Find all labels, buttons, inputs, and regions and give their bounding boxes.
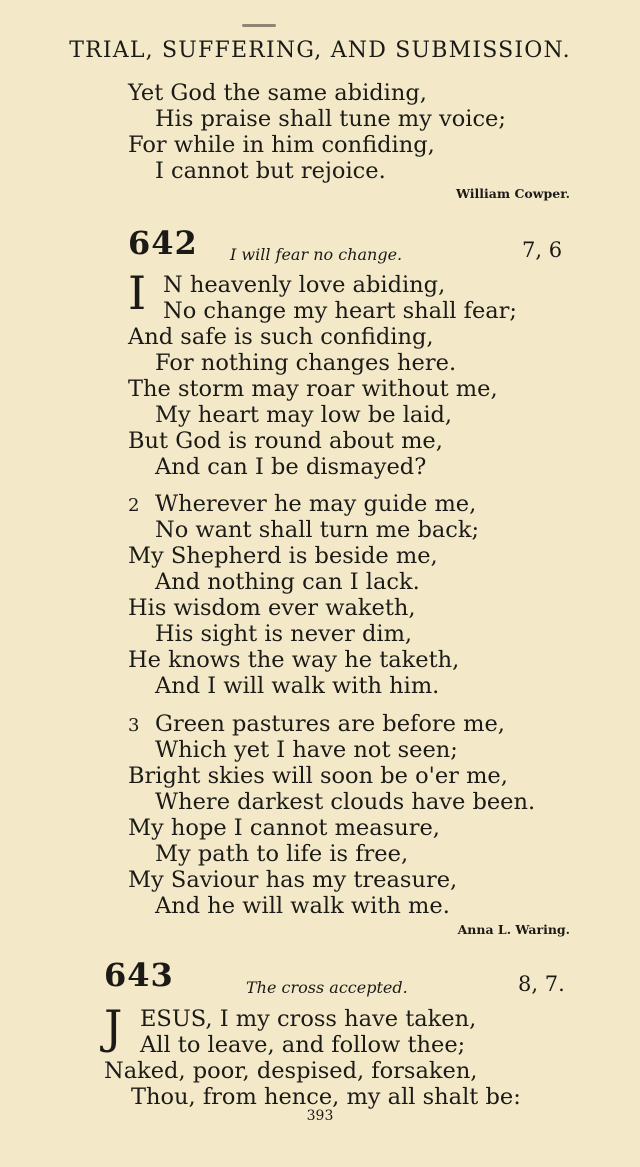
author-attribution: William Cowper. [455,186,570,201]
verse-line: Bright skies will soon be o'er me, [128,763,508,789]
intro-line: For while in him confiding, [128,132,435,158]
intro-line: I cannot but rejoice. [155,158,386,184]
verse-line: N heavenly love abiding, [163,272,446,298]
verse-line: Where darkest clouds have been. [155,789,536,815]
verse-line: He knows the way he taketh, [128,647,460,673]
verse-line: All to leave, and follow thee; [140,1032,466,1058]
hymn-title: The cross accepted. [246,978,408,997]
verse-line: Thou, from hence, my all shalt be: [131,1084,521,1110]
hymn-meter: 8, 7. [518,972,565,996]
verse-line: My Saviour has my treasure, [128,867,458,893]
verse-line: The storm may roar without me, [128,376,498,402]
hymn-number: 642 [128,224,198,262]
verse-line: His wisdom ever waketh, [128,595,416,621]
verse-line: My hope I cannot measure, [128,815,440,841]
verse-line: My Shepherd is beside me, [128,543,438,569]
print-mark [242,24,276,27]
verse-line: No want shall turn me back; [155,517,480,543]
verse-line: Which yet I have not seen; [155,737,458,763]
verse-line: But God is round about me, [128,428,443,454]
verse-line: His sight is never dim, [155,621,413,647]
page-number: 393 [306,1108,334,1124]
verse-line: No change my heart shall fear; [163,298,518,324]
verse-line: ESUS, I my cross have taken, [140,1006,477,1032]
verse-number: 3 [128,715,140,736]
hymn-title: I will fear no change. [230,245,403,264]
verse-line: Naked, poor, despised, forsaken, [104,1058,478,1084]
verse-number: 2 [128,495,140,516]
hymn-number: 643 [104,956,174,994]
drop-cap: J [104,1000,123,1054]
hymn-meter: 7, 6 [522,238,563,262]
verse-line: My path to life is free, [155,841,409,867]
verse-line: And he will walk with me. [155,893,450,919]
verse-line: And safe is such confiding, [128,324,434,350]
drop-cap: I [128,266,147,320]
verse-line: For nothing changes here. [155,350,457,376]
running-header: TRIAL, SUFFERING, AND SUBMISSION. [69,38,571,63]
verse-line: And can I be dismayed? [155,454,427,480]
verse-line: And I will walk with him. [155,673,440,699]
verse-line: And nothing can I lack. [155,569,420,595]
intro-line: His praise shall tune my voice; [155,106,506,132]
intro-line: Yet God the same abiding, [128,80,427,106]
verse-line: Green pastures are before me, [155,711,505,737]
verse-line: Wherever he may guide me, [155,491,477,517]
verse-line: My heart may low be laid, [155,402,453,428]
author-attribution: Anna L. Waring. [457,922,570,937]
